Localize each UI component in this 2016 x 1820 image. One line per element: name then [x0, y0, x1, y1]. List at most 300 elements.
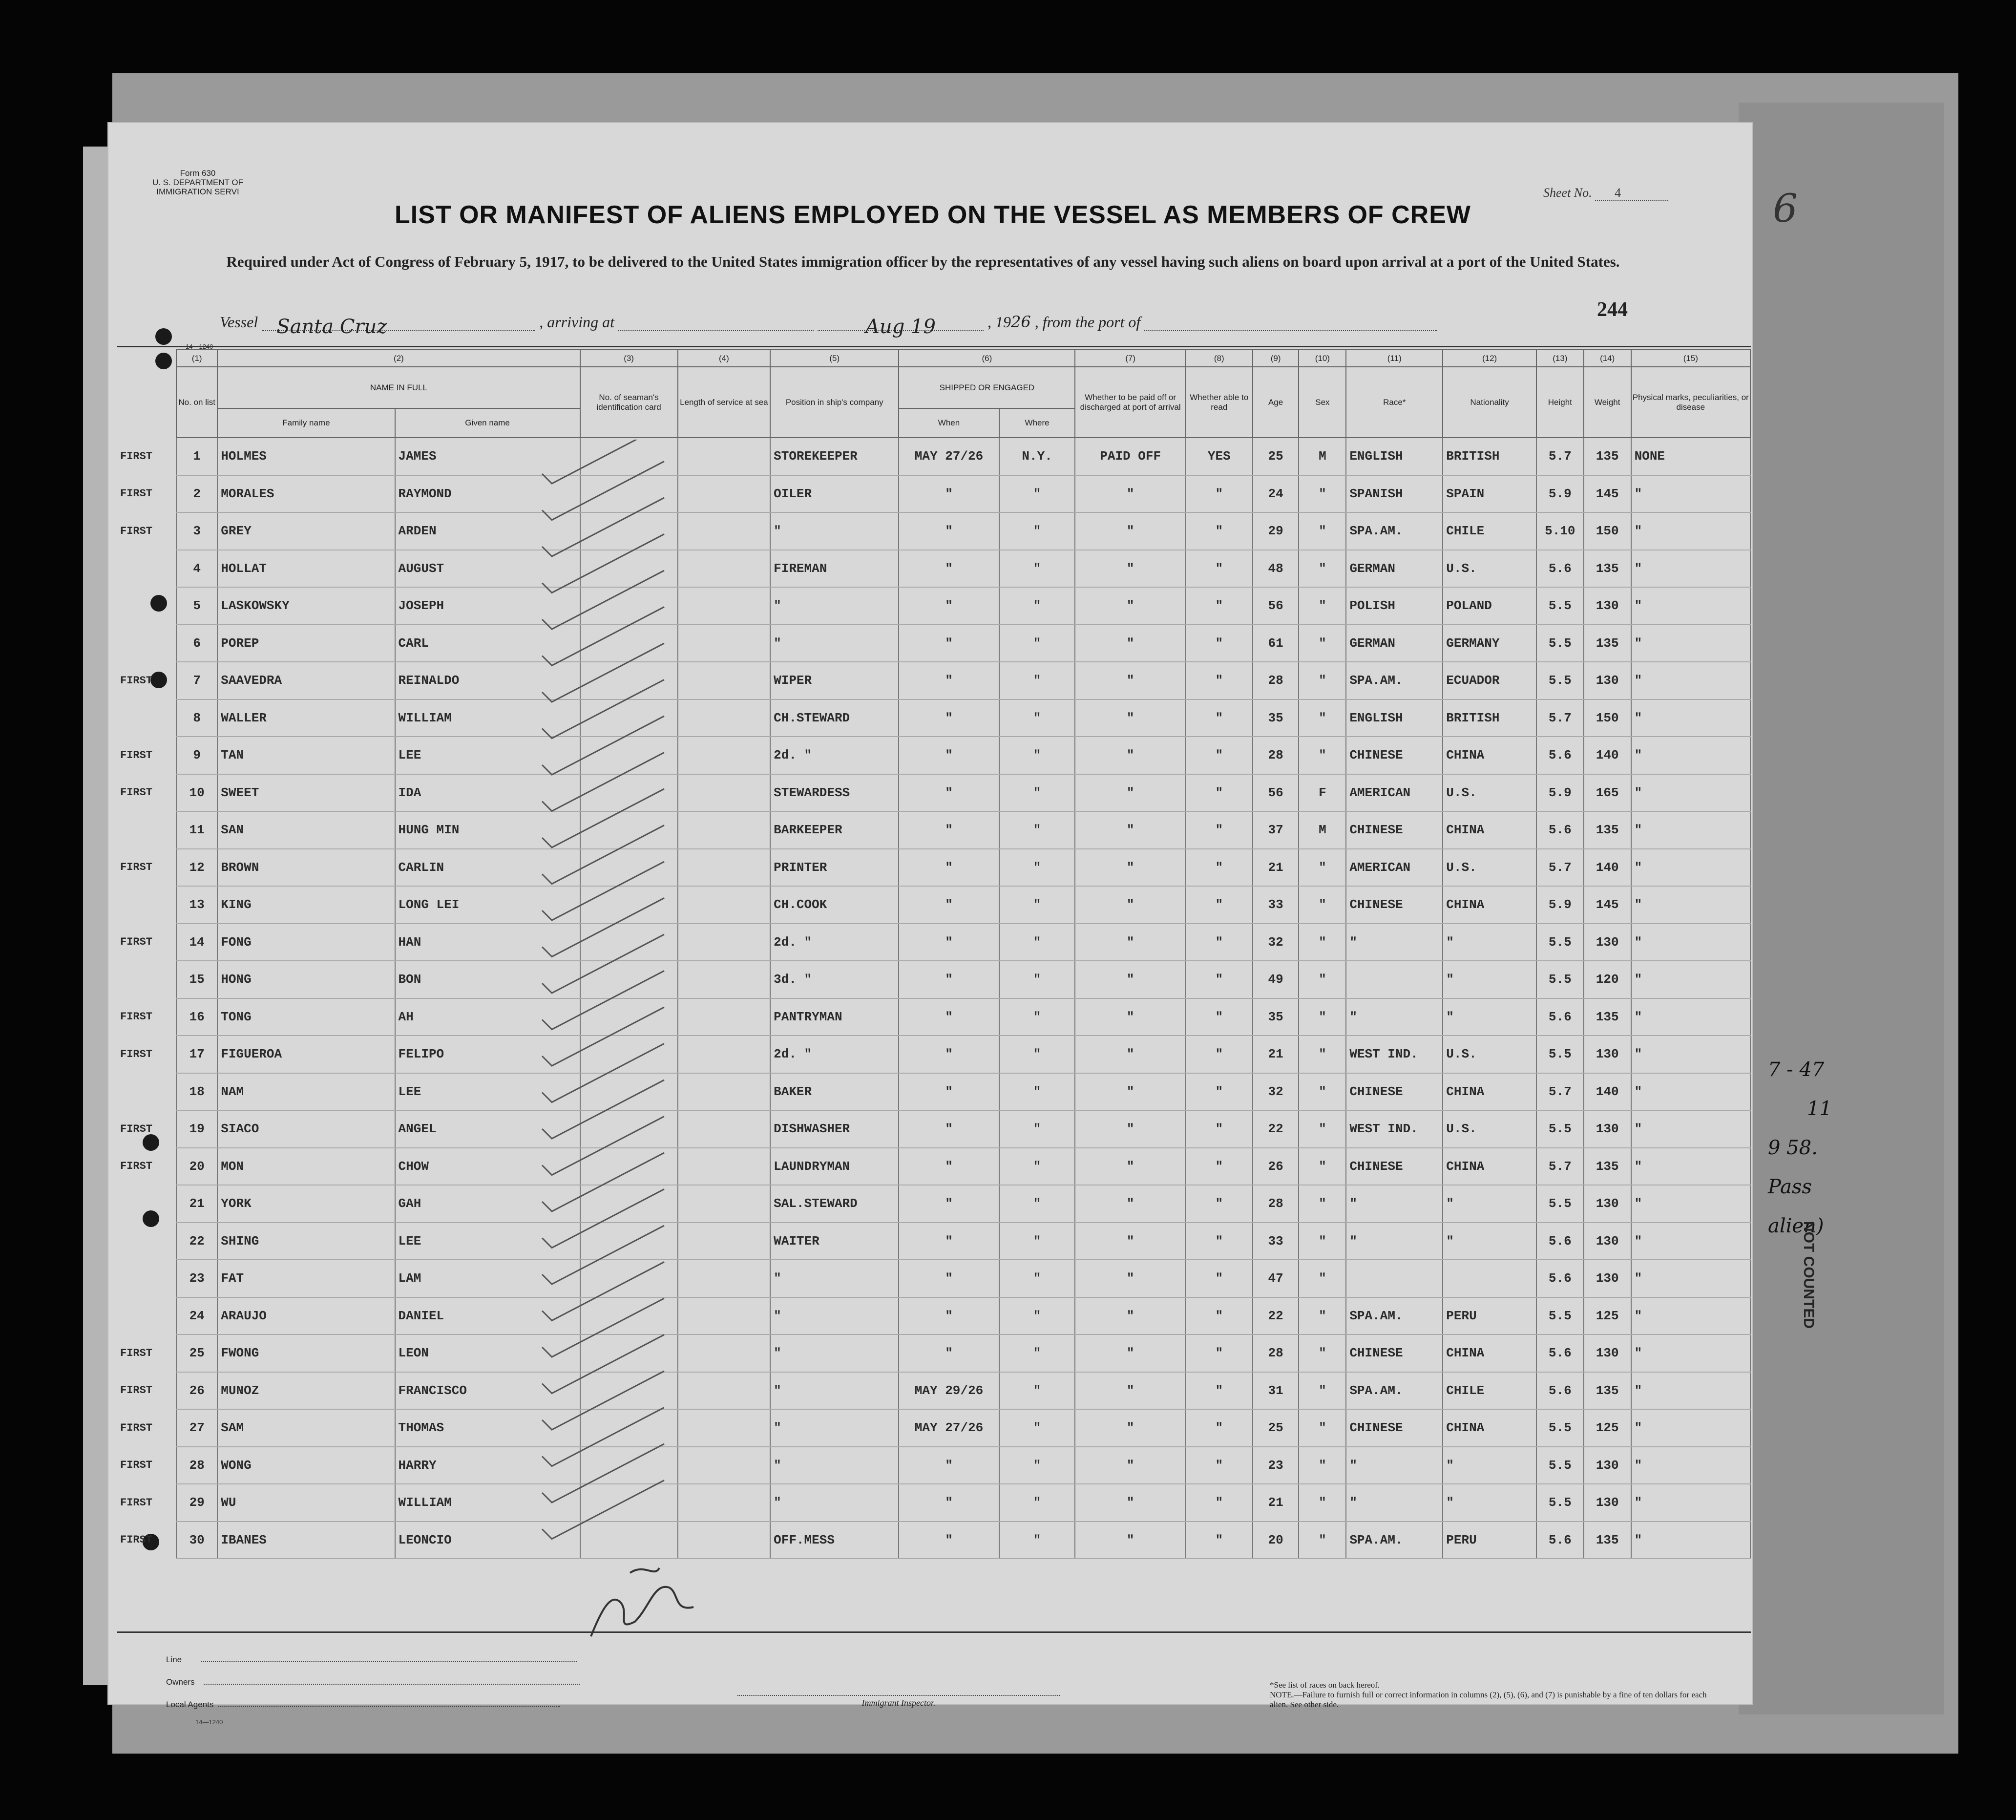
family-name: MUNOZ — [217, 1372, 395, 1410]
given-name: FRANCISCO — [395, 1372, 580, 1410]
sex: " — [1299, 1073, 1346, 1111]
header-seaman-id: No. of seaman's identification card — [580, 367, 678, 438]
shipped-where: " — [999, 1447, 1075, 1484]
height: 5.7 — [1536, 1073, 1584, 1111]
vessel-name: Santa Cruz — [262, 316, 535, 331]
weight: 135 — [1584, 625, 1631, 662]
paid-off: " — [1075, 587, 1185, 625]
shipped-when: " — [899, 475, 999, 513]
race: WEST IND. — [1346, 1036, 1443, 1073]
table-row — [117, 587, 1750, 625]
family-name: WALLER — [217, 699, 395, 737]
height: 5.10 — [1536, 512, 1584, 550]
position: PRINTER — [770, 849, 899, 887]
table-row — [117, 886, 1750, 924]
row-mark: FIRST — [120, 1421, 153, 1434]
family-name: SHING — [217, 1223, 395, 1260]
row-number: 29 — [176, 1484, 217, 1522]
crew-manifest-table — [117, 349, 1751, 1559]
paid-off: " — [1075, 699, 1185, 737]
table-row — [117, 737, 1750, 774]
nationality: CHILE — [1443, 1372, 1536, 1410]
age: 28 — [1253, 662, 1299, 699]
shipped-when: MAY 27/26 — [899, 438, 999, 475]
given-name: ANGEL — [395, 1110, 580, 1148]
row-mark: FIRST — [120, 1011, 153, 1023]
check-mark — [542, 1408, 664, 1466]
age: 21 — [1253, 1036, 1299, 1073]
race: GERMAN — [1346, 550, 1443, 588]
nationality: U.S. — [1443, 1036, 1536, 1073]
shipped-where: " — [999, 998, 1075, 1036]
form-number: Form 630 — [180, 169, 216, 178]
given-name: HARRY — [395, 1447, 580, 1484]
age: 31 — [1253, 1372, 1299, 1410]
physical-marks: " — [1631, 811, 1750, 849]
race: SPA.AM. — [1346, 1372, 1443, 1410]
height: 5.6 — [1536, 811, 1584, 849]
race: SPA.AM. — [1346, 662, 1443, 699]
age: 22 — [1253, 1297, 1299, 1335]
paid-off: " — [1075, 1297, 1185, 1335]
nationality: POLAND — [1443, 587, 1536, 625]
paid-off: " — [1075, 625, 1185, 662]
family-name: LASKOWSKY — [217, 587, 395, 625]
row-number: 14 — [176, 924, 217, 961]
paid-off: " — [1075, 998, 1185, 1036]
margin-note: 11 — [1807, 1098, 1832, 1120]
row-number: 20 — [176, 1148, 217, 1185]
col-number: (11) — [1346, 350, 1443, 367]
header-age: Age — [1253, 367, 1299, 438]
race: WEST IND. — [1346, 1110, 1443, 1148]
nationality: " — [1443, 1484, 1536, 1522]
able-to-read: " — [1186, 1409, 1253, 1447]
underlying-sheet — [1739, 103, 1944, 1714]
position: " — [770, 587, 899, 625]
row-mark: FIRST — [120, 1384, 153, 1397]
shipped-where: " — [999, 1372, 1075, 1410]
given-name: AUGUST — [395, 550, 580, 588]
paid-off: " — [1075, 811, 1185, 849]
family-name: FAT — [217, 1260, 395, 1297]
family-name: FIGUEROA — [217, 1036, 395, 1073]
nationality: CHINA — [1443, 811, 1536, 849]
family-name: FWONG — [217, 1334, 395, 1372]
position: LAUNDRYMAN — [770, 1148, 899, 1185]
nationality: CHILE — [1443, 512, 1536, 550]
family-name: YORK — [217, 1185, 395, 1223]
table-row — [117, 475, 1750, 513]
nationality: CHINA — [1443, 886, 1536, 924]
header-paid-off: Whether to be paid off or discharged at port of arrival — [1075, 367, 1185, 438]
family-name: SAAVEDRA — [217, 662, 395, 699]
shipped-when: " — [899, 1260, 999, 1297]
height: 5.9 — [1536, 475, 1584, 513]
age: 35 — [1253, 998, 1299, 1036]
shipped-where: " — [999, 849, 1075, 887]
row-mark: FIRST — [120, 1122, 153, 1135]
position: DISHWASHER — [770, 1110, 899, 1148]
height: 5.6 — [1536, 550, 1584, 588]
sex: " — [1299, 1447, 1346, 1484]
height: 5.5 — [1536, 924, 1584, 961]
paid-off: " — [1075, 550, 1185, 588]
row-number: 11 — [176, 811, 217, 849]
physical-marks: " — [1631, 1036, 1750, 1073]
physical-marks: " — [1631, 1447, 1750, 1484]
race: AMERICAN — [1346, 774, 1443, 812]
given-name: CARLIN — [395, 849, 580, 887]
shipped-when: MAY 29/26 — [899, 1372, 999, 1410]
height: 5.5 — [1536, 1409, 1584, 1447]
row-number: 6 — [176, 625, 217, 662]
col-number: (2) — [217, 350, 580, 367]
nationality: CHINA — [1443, 1073, 1536, 1111]
weight: 130 — [1584, 1484, 1631, 1522]
check-mark — [542, 1298, 664, 1357]
nationality: CHINA — [1443, 737, 1536, 774]
shipped-where: " — [999, 1522, 1075, 1559]
row-mark: FIRST — [120, 1048, 153, 1060]
given-name: IDA — [395, 774, 580, 812]
row-number: 21 — [176, 1185, 217, 1223]
row-mark: FIRST — [120, 861, 153, 874]
family-name: TAN — [217, 737, 395, 774]
margin-note: alien) — [1768, 1215, 1824, 1237]
height: 5.6 — [1536, 737, 1584, 774]
position: " — [770, 512, 899, 550]
able-to-read: " — [1186, 924, 1253, 961]
nationality: U.S. — [1443, 1110, 1536, 1148]
margin-note: 7 - 47 — [1768, 1058, 1825, 1081]
margin-header — [117, 367, 176, 438]
sheet-number-field — [1543, 186, 1668, 201]
row-mark — [117, 1297, 176, 1335]
shipped-where: " — [999, 625, 1075, 662]
nationality: GERMANY — [1443, 625, 1536, 662]
table-row — [117, 1372, 1750, 1410]
shipped-where: " — [999, 699, 1075, 737]
position: 3d. " — [770, 961, 899, 998]
form-identifier — [147, 169, 249, 196]
weight: 135 — [1584, 1372, 1631, 1410]
paid-off: " — [1075, 1334, 1185, 1372]
family-name: BROWN — [217, 849, 395, 887]
race: " — [1346, 924, 1443, 961]
nationality: " — [1443, 961, 1536, 998]
physical-marks: " — [1631, 699, 1750, 737]
shipped-where: " — [999, 1185, 1075, 1223]
race — [1346, 1260, 1443, 1297]
shipped-when: " — [899, 774, 999, 812]
sex: F — [1299, 774, 1346, 812]
check-mark — [542, 1226, 664, 1284]
footer-rule — [117, 1631, 1751, 1633]
able-to-read: " — [1186, 1260, 1253, 1297]
paid-off: " — [1075, 1260, 1185, 1297]
row-mark: FIRST — [120, 1459, 153, 1472]
physical-marks: " — [1631, 662, 1750, 699]
position: 2d. " — [770, 1036, 899, 1073]
table-row — [117, 1036, 1750, 1073]
shipped-when: " — [899, 550, 999, 588]
table-row — [117, 1522, 1750, 1559]
shipped-where: " — [999, 1148, 1075, 1185]
row-mark: FIRST — [120, 786, 153, 799]
position: " — [770, 1409, 899, 1447]
given-name: JAMES — [395, 438, 580, 475]
position: WAITER — [770, 1223, 899, 1260]
row-number: 4 — [176, 550, 217, 588]
shipped-where: " — [999, 924, 1075, 961]
row-mark: FIRST — [120, 936, 153, 949]
age: 49 — [1253, 961, 1299, 998]
sex: " — [1299, 1036, 1346, 1073]
col-number: (1) — [176, 350, 217, 367]
given-name: BON — [395, 961, 580, 998]
physical-marks: " — [1631, 1409, 1750, 1447]
weight: 130 — [1584, 1110, 1631, 1148]
position: CH.COOK — [770, 886, 899, 924]
age: 56 — [1253, 774, 1299, 812]
given-name: AH — [395, 998, 580, 1036]
check-mark — [542, 498, 664, 556]
given-name: GAH — [395, 1185, 580, 1223]
row-number: 2 — [176, 475, 217, 513]
table-row — [117, 1148, 1750, 1185]
row-mark: FIRST — [120, 1496, 153, 1509]
header-no-on-list: No. on list — [176, 367, 217, 438]
manifest-rows — [117, 438, 1750, 1559]
weight: 140 — [1584, 1073, 1631, 1111]
able-to-read: " — [1186, 1036, 1253, 1073]
shipped-when: " — [899, 998, 999, 1036]
physical-marks: " — [1631, 1484, 1750, 1522]
col-number: (6) — [899, 350, 1075, 367]
weight: 130 — [1584, 1260, 1631, 1297]
given-name: JOSEPH — [395, 587, 580, 625]
height: 5.7 — [1536, 699, 1584, 737]
shipped-when: " — [899, 1447, 999, 1484]
able-to-read: " — [1186, 1223, 1253, 1260]
nationality: PERU — [1443, 1522, 1536, 1559]
family-name: FONG — [217, 924, 395, 961]
weight: 135 — [1584, 998, 1631, 1036]
given-name: WILLIAM — [395, 1484, 580, 1522]
physical-marks: " — [1631, 924, 1750, 961]
shipped-where: " — [999, 550, 1075, 588]
paid-off: " — [1075, 1372, 1185, 1410]
sex: " — [1299, 587, 1346, 625]
physical-marks: " — [1631, 961, 1750, 998]
physical-marks: " — [1631, 737, 1750, 774]
family-name: KING — [217, 886, 395, 924]
col-number: (3) — [580, 350, 678, 367]
physical-marks: " — [1631, 512, 1750, 550]
row-mark — [117, 1260, 176, 1297]
shipped-when: " — [899, 1297, 999, 1335]
header-given-name: Given name — [395, 408, 580, 438]
service: IMMIGRATION SERVI — [156, 187, 239, 196]
family-name: HOLLAT — [217, 550, 395, 588]
sex: " — [1299, 1522, 1346, 1559]
shipped-when: " — [899, 1334, 999, 1372]
able-to-read: " — [1186, 886, 1253, 924]
year-label: , 19 — [987, 313, 1011, 331]
pencil-check-marks — [518, 440, 811, 1563]
shipped-where: " — [999, 1036, 1075, 1073]
shipped-when: " — [899, 512, 999, 550]
paid-off: " — [1075, 1447, 1185, 1484]
row-mark: FIRST — [120, 674, 153, 687]
check-mark — [542, 462, 664, 520]
shipped-where: " — [999, 587, 1075, 625]
check-mark — [542, 440, 664, 484]
family-name: ARAUJO — [217, 1297, 395, 1335]
header-sex: Sex — [1299, 367, 1346, 438]
age: 20 — [1253, 1522, 1299, 1559]
race: CHINESE — [1346, 737, 1443, 774]
given-name: FELIPO — [395, 1036, 580, 1073]
header-where: Where — [999, 408, 1075, 438]
table-row — [117, 1185, 1750, 1223]
shipped-when: " — [899, 625, 999, 662]
sex: " — [1299, 1334, 1346, 1372]
check-mark — [542, 643, 664, 702]
races-note: *See list of races on back hereof. — [1270, 1680, 1380, 1690]
table-row — [117, 774, 1750, 812]
row-number: 26 — [176, 1372, 217, 1410]
col-number: (9) — [1253, 350, 1299, 367]
paid-off: " — [1075, 662, 1185, 699]
physical-marks: " — [1631, 1372, 1750, 1410]
family-name: MORALES — [217, 475, 395, 513]
check-mark — [542, 534, 664, 593]
height: 5.5 — [1536, 1185, 1584, 1223]
race: CHINESE — [1346, 1334, 1443, 1372]
age: 47 — [1253, 1260, 1299, 1297]
physical-marks: " — [1631, 1073, 1750, 1111]
age: 29 — [1253, 512, 1299, 550]
shipped-where: " — [999, 1297, 1075, 1335]
age: 28 — [1253, 1185, 1299, 1223]
given-name: RAYMOND — [395, 475, 580, 513]
footer-line-field: Line — [166, 1649, 580, 1671]
margin-header — [117, 350, 176, 367]
given-name: REINALDO — [395, 662, 580, 699]
sex: " — [1299, 886, 1346, 924]
table-row — [117, 998, 1750, 1036]
row-mark: FIRST — [120, 1160, 153, 1173]
weight: 120 — [1584, 961, 1631, 998]
able-to-read: " — [1186, 1185, 1253, 1223]
shipped-where: " — [999, 1334, 1075, 1372]
shipped-where: " — [999, 811, 1075, 849]
age: 33 — [1253, 886, 1299, 924]
check-mark — [542, 1007, 664, 1066]
height: 5.5 — [1536, 961, 1584, 998]
position: 2d. " — [770, 737, 899, 774]
paid-off: " — [1075, 737, 1185, 774]
height: 5.6 — [1536, 1372, 1584, 1410]
weight: 130 — [1584, 924, 1631, 961]
race: SPANISH — [1346, 475, 1443, 513]
race: ENGLISH — [1346, 438, 1443, 475]
weight: 145 — [1584, 475, 1631, 513]
sex: " — [1299, 961, 1346, 998]
table-row — [117, 811, 1750, 849]
weight: 130 — [1584, 1185, 1631, 1223]
check-mark — [542, 607, 664, 666]
header-shipped-engaged: SHIPPED OR ENGAGED — [899, 367, 1075, 408]
age: 24 — [1253, 475, 1299, 513]
age: 61 — [1253, 625, 1299, 662]
family-name: GREY — [217, 512, 395, 550]
position: " — [770, 1297, 899, 1335]
nationality: " — [1443, 1223, 1536, 1260]
shipped-when: " — [899, 1223, 999, 1260]
row-number: 7 — [176, 662, 217, 699]
weight: 135 — [1584, 811, 1631, 849]
weight: 130 — [1584, 1223, 1631, 1260]
row-number: 16 — [176, 998, 217, 1036]
shipped-when: " — [899, 662, 999, 699]
table-row — [117, 1447, 1750, 1484]
table-row — [117, 699, 1750, 737]
physical-marks: " — [1631, 1223, 1750, 1260]
row-number: 1 — [176, 438, 217, 475]
check-mark — [542, 1080, 664, 1139]
sex: " — [1299, 1409, 1346, 1447]
row-number: 25 — [176, 1334, 217, 1372]
shipped-when: " — [899, 886, 999, 924]
shipped-when: " — [899, 924, 999, 961]
physical-marks: " — [1631, 998, 1750, 1036]
age: 25 — [1253, 1409, 1299, 1447]
check-mark — [542, 971, 664, 1030]
race: " — [1346, 1484, 1443, 1522]
row-number: 10 — [176, 774, 217, 812]
race: AMERICAN — [1346, 849, 1443, 887]
able-to-read: " — [1186, 625, 1253, 662]
row-number: 23 — [176, 1260, 217, 1297]
row-mark: FIRST — [120, 1347, 153, 1359]
row-number: 17 — [176, 1036, 217, 1073]
page-number: 244 — [1597, 298, 1628, 321]
inspector-signature — [581, 1553, 708, 1646]
sex: " — [1299, 998, 1346, 1036]
weight: 130 — [1584, 662, 1631, 699]
header-weight: Weight — [1584, 367, 1631, 438]
age: 28 — [1253, 737, 1299, 774]
sex: " — [1299, 699, 1346, 737]
shipped-where: " — [999, 512, 1075, 550]
family-name: MON — [217, 1148, 395, 1185]
row-number: 13 — [176, 886, 217, 924]
height: 5.5 — [1536, 1297, 1584, 1335]
able-to-read: " — [1186, 811, 1253, 849]
given-name: CHOW — [395, 1148, 580, 1185]
physical-marks: " — [1631, 1110, 1750, 1148]
height: 5.5 — [1536, 1110, 1584, 1148]
shipped-where: " — [999, 1409, 1075, 1447]
shipped-where: " — [999, 1073, 1075, 1111]
able-to-read: " — [1186, 849, 1253, 887]
position: OILER — [770, 475, 899, 513]
col-number: (8) — [1186, 350, 1253, 367]
header-family-name: Family name — [217, 408, 395, 438]
